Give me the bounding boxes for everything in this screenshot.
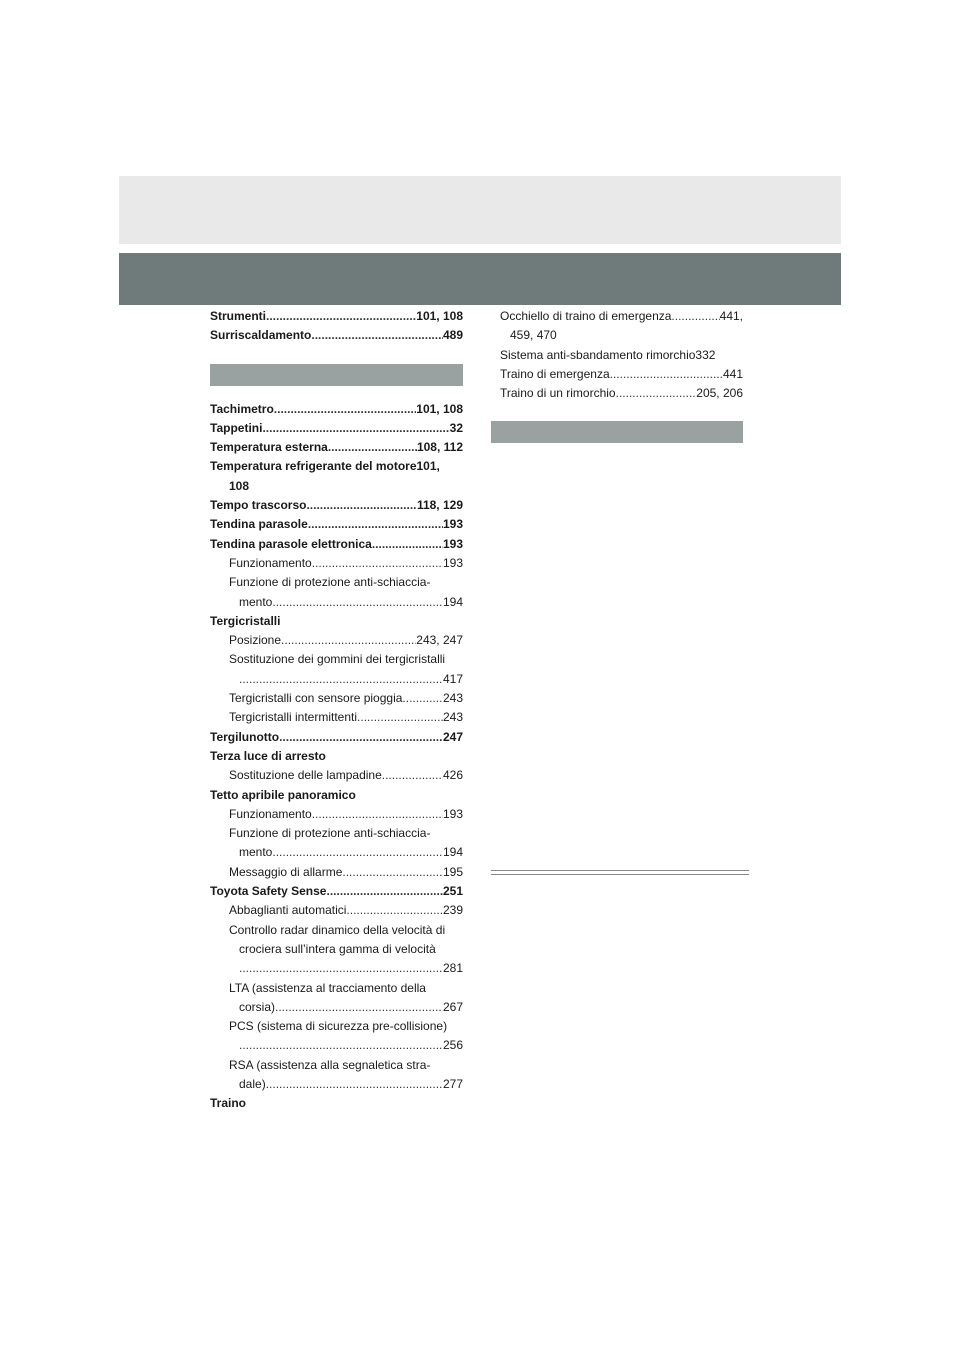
index-entry bbox=[210, 766, 463, 785]
index-entry bbox=[491, 346, 743, 365]
entry-text: 459, 470 bbox=[510, 328, 557, 343]
dot-leader bbox=[372, 535, 443, 554]
entry-page: 239 bbox=[442, 903, 463, 918]
index-entry bbox=[210, 457, 463, 476]
index-entry bbox=[210, 805, 463, 824]
index-entry bbox=[210, 515, 463, 534]
index-entry bbox=[210, 326, 463, 345]
entry-page: 247 bbox=[442, 729, 463, 744]
index-entry bbox=[210, 882, 463, 901]
entry-text: Toyota Safety Sense bbox=[210, 884, 327, 899]
index-entry bbox=[210, 535, 463, 554]
dot-leader bbox=[312, 554, 443, 573]
entries-top-left bbox=[210, 307, 463, 346]
entry-text: Tergicristalli intermittenti bbox=[229, 710, 358, 725]
entry-text: Funzionamento bbox=[229, 806, 312, 821]
header-bar bbox=[119, 176, 841, 244]
entry-text: Tachimetro bbox=[210, 401, 274, 416]
index-entry bbox=[210, 901, 463, 920]
index-entry bbox=[210, 1017, 463, 1036]
entry-text: Temperatura esterna bbox=[210, 440, 328, 455]
entry-page: 108, 112 bbox=[416, 440, 463, 455]
entry-page: 243 bbox=[442, 691, 463, 706]
dot-leader bbox=[610, 365, 723, 384]
entry-text: Funzione di protezione anti-schiaccia- bbox=[229, 826, 431, 841]
index-entry bbox=[491, 365, 743, 384]
dot-leader bbox=[328, 438, 417, 457]
entry-page: 194 bbox=[442, 845, 463, 860]
index-entry bbox=[210, 670, 463, 689]
index-entry bbox=[210, 631, 463, 650]
entries-top-right bbox=[491, 307, 743, 403]
index-entry bbox=[210, 689, 463, 708]
entry-page: 281 bbox=[442, 961, 463, 976]
entry-text: Occhiello di traino di emergenza bbox=[500, 309, 672, 323]
entry-page: 243, 247 bbox=[416, 633, 463, 648]
entry-text: Abbaglianti automatici bbox=[229, 903, 347, 918]
dot-leader bbox=[272, 843, 443, 862]
dot-leader bbox=[274, 400, 416, 419]
entry-text: Temperatura refrigerante del motore101, bbox=[210, 459, 440, 474]
dot-leader bbox=[382, 766, 443, 785]
entry-page: 195 bbox=[442, 864, 463, 879]
info-note bbox=[491, 870, 749, 885]
dot-leader bbox=[239, 959, 443, 978]
entry-page: 251 bbox=[442, 884, 463, 899]
entries-t bbox=[210, 400, 463, 1114]
index-entry bbox=[210, 728, 463, 747]
entry-page: 118, 129 bbox=[416, 498, 463, 513]
dot-leader bbox=[402, 689, 443, 708]
entry-text: LTA (assistenza al tracciamento della bbox=[229, 980, 426, 995]
dot-leader bbox=[357, 708, 443, 727]
dot-leader bbox=[671, 307, 719, 326]
entry-text: Strumenti bbox=[210, 309, 267, 323]
index-entry bbox=[210, 573, 463, 592]
entry-page: 194 bbox=[442, 594, 463, 609]
entry-text: Messaggio di allarme bbox=[229, 864, 343, 879]
index-entry bbox=[210, 400, 463, 419]
entry-text: Tempo trascorso bbox=[210, 498, 307, 513]
entry-page: 101, 108 bbox=[416, 309, 463, 323]
entry-text: dale) bbox=[239, 1076, 266, 1091]
dot-leader bbox=[266, 307, 416, 326]
entry-text: Sostituzione dei gommini dei tergicristalli bbox=[229, 652, 446, 667]
dot-leader bbox=[275, 998, 443, 1017]
index-entry bbox=[210, 747, 463, 766]
index-entry bbox=[491, 326, 743, 345]
index-entry bbox=[210, 959, 463, 978]
index-entry bbox=[210, 1056, 463, 1075]
entry-text: Traino di un rimorchio bbox=[500, 386, 616, 401]
entry-text: Tetto apribile panoramico bbox=[210, 787, 356, 802]
entry-page: 267 bbox=[442, 999, 463, 1014]
entry-text: 108 bbox=[229, 478, 250, 493]
dot-leader bbox=[281, 631, 416, 650]
dot-leader bbox=[616, 384, 697, 403]
dot-leader bbox=[311, 326, 443, 345]
entry-text: Funzionamento bbox=[229, 555, 312, 570]
index-entry bbox=[491, 384, 743, 403]
entry-page: 426 bbox=[442, 768, 463, 783]
dot-leader bbox=[306, 496, 416, 515]
index-entry bbox=[210, 477, 463, 496]
entry-page: 205, 206 bbox=[696, 386, 743, 401]
dot-leader bbox=[272, 593, 443, 612]
index-entry bbox=[210, 843, 463, 862]
letter-band-t bbox=[210, 364, 463, 386]
entry-text: Tendina parasole bbox=[210, 517, 308, 532]
dot-leader bbox=[266, 1075, 443, 1094]
entry-page: 193 bbox=[442, 517, 463, 532]
entry-text: Surriscaldamento bbox=[210, 328, 312, 343]
entry-text: Tendina parasole elettronica bbox=[210, 536, 372, 551]
dot-leader bbox=[279, 728, 443, 747]
entry-text: RSA (assistenza alla segnaletica stra- bbox=[229, 1057, 431, 1072]
entry-text: Sistema anti-sbandamento rimorchio332 bbox=[500, 347, 716, 362]
entry-text: mento bbox=[239, 594, 273, 609]
entry-text: PCS (sistema di sicurezza pre-collisione) bbox=[229, 1019, 448, 1034]
index-entry bbox=[210, 1075, 463, 1094]
index-column-left bbox=[210, 307, 463, 1114]
entry-text: Sostituzione delle lampadine bbox=[229, 768, 382, 783]
entry-page: 256 bbox=[442, 1038, 463, 1053]
index-entry bbox=[210, 921, 463, 940]
dot-leader bbox=[239, 670, 443, 689]
dot-leader bbox=[239, 1036, 443, 1055]
entry-page: 101, 108 bbox=[416, 401, 463, 416]
entry-text: crociera sull’intera gamma di velocità bbox=[239, 941, 436, 956]
dot-leader bbox=[346, 901, 443, 920]
entry-page: 277 bbox=[442, 1076, 463, 1091]
dot-leader bbox=[308, 515, 443, 534]
index-entry bbox=[210, 650, 463, 669]
entry-text: Traino bbox=[210, 1096, 247, 1111]
entry-page: 193 bbox=[442, 555, 463, 570]
index-entry bbox=[210, 786, 463, 805]
entry-page: 193 bbox=[442, 536, 463, 551]
entry-text: Tergicristalli bbox=[210, 613, 281, 628]
index-entry bbox=[210, 998, 463, 1017]
dot-leader bbox=[326, 882, 442, 901]
dot-leader bbox=[342, 863, 443, 882]
index-entry bbox=[210, 824, 463, 843]
entry-text: Funzione di protezione anti-schiaccia- bbox=[229, 575, 431, 590]
entry-text: Tergilunotto bbox=[210, 729, 280, 744]
entry-text: mento bbox=[239, 845, 273, 860]
entry-page: 489 bbox=[442, 328, 463, 343]
index-entry bbox=[210, 1094, 463, 1113]
header-band bbox=[119, 253, 841, 305]
entry-page: 417 bbox=[442, 671, 463, 686]
entry-page: 32 bbox=[449, 420, 463, 435]
entry-page: 243 bbox=[442, 710, 463, 725]
index-entry bbox=[210, 863, 463, 882]
entry-text: Traino di emergenza bbox=[500, 366, 610, 381]
entry-page: 193 bbox=[442, 806, 463, 821]
entry-text: Tappetini bbox=[210, 420, 263, 435]
index-column-right bbox=[491, 307, 743, 457]
note-rule bbox=[491, 870, 749, 875]
entry-text: Controllo radar dinamico della velocità di bbox=[229, 922, 446, 937]
dot-leader bbox=[262, 419, 449, 438]
index-entry bbox=[210, 438, 463, 457]
index-entry bbox=[210, 612, 463, 631]
dot-leader bbox=[312, 805, 443, 824]
index-entry bbox=[210, 1036, 463, 1055]
entry-text: Tergicristalli con sensore pioggia bbox=[229, 691, 403, 706]
entry-text: corsia) bbox=[239, 999, 276, 1014]
entry-page: 441 bbox=[722, 366, 743, 381]
index-entry bbox=[210, 940, 463, 959]
index-entry bbox=[210, 593, 463, 612]
entry-text: Terza luce di arresto bbox=[210, 748, 326, 763]
index-entry bbox=[210, 554, 463, 573]
index-entry bbox=[210, 419, 463, 438]
index-entry bbox=[210, 307, 463, 326]
letter-band-v bbox=[491, 421, 743, 443]
entry-text: Posizione bbox=[229, 633, 282, 648]
entry-page: 441, bbox=[719, 309, 743, 323]
index-entry bbox=[491, 307, 743, 326]
index-entry bbox=[210, 979, 463, 998]
index-entry bbox=[210, 496, 463, 515]
index-entry bbox=[210, 708, 463, 727]
